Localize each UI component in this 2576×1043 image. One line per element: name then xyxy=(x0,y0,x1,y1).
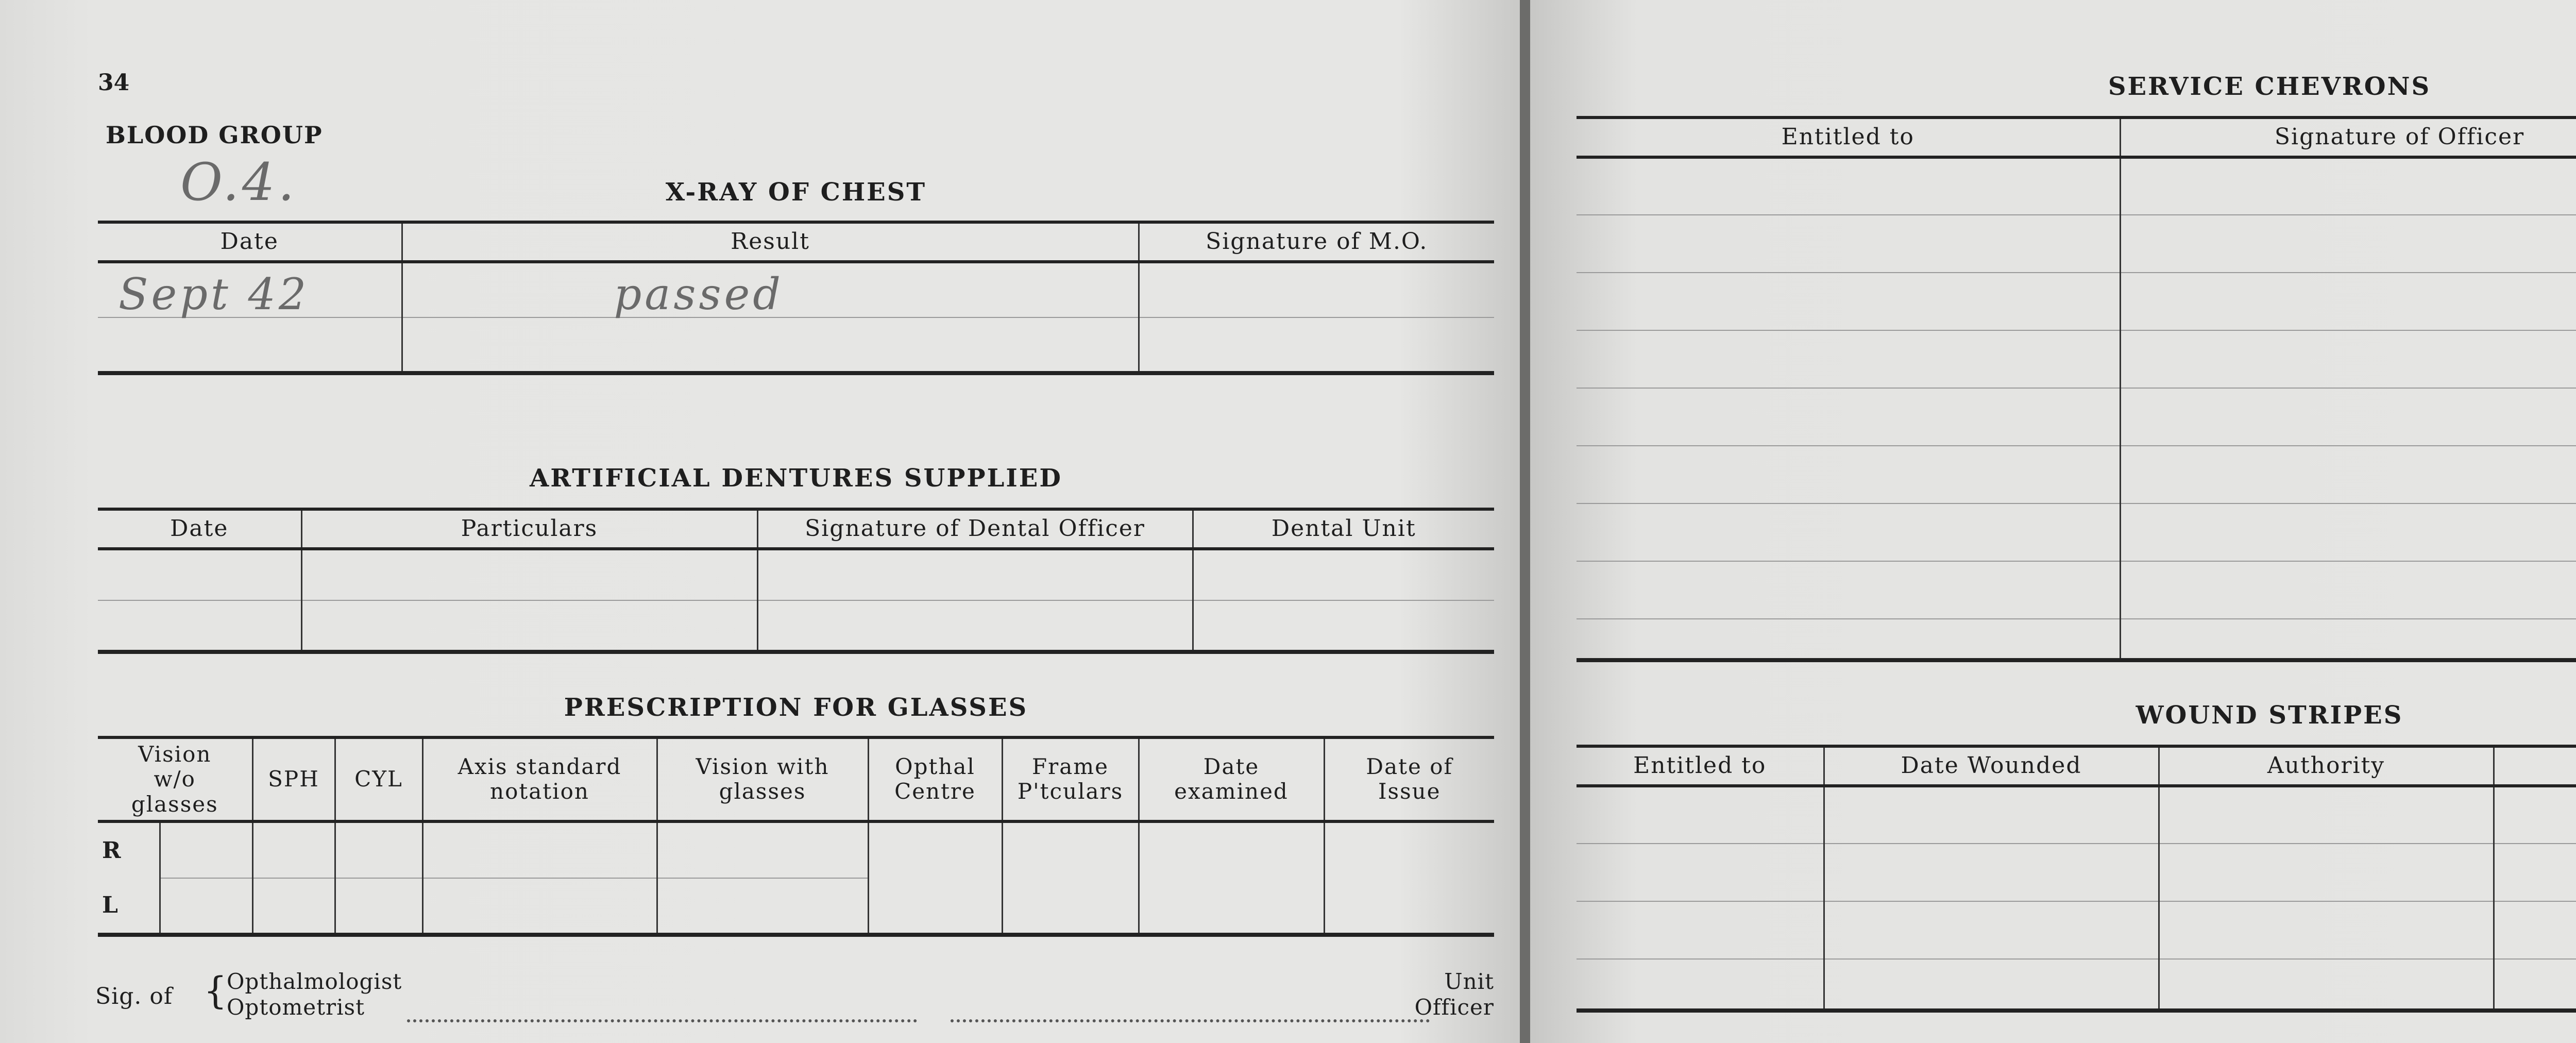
chevrons-cell[interactable] xyxy=(2120,619,2576,660)
chevrons-cell[interactable] xyxy=(1577,503,2120,561)
dentures-cell[interactable] xyxy=(301,600,757,652)
xray-signature-cell[interactable] xyxy=(1139,317,1494,373)
glasses-cell[interactable] xyxy=(868,821,1002,878)
wounds-date-header: Date Wounded xyxy=(1824,746,2159,786)
wounds-cell[interactable] xyxy=(1577,786,1824,844)
chevrons-cell[interactable] xyxy=(1577,273,2120,330)
xray-result-cell[interactable] xyxy=(402,262,1139,317)
xray-signature-header: Signature of M.O. xyxy=(1139,222,1494,262)
table-row xyxy=(1577,959,2576,1011)
wounds-cell[interactable] xyxy=(1577,901,1824,959)
book-gutter xyxy=(1520,0,1530,1043)
glasses-cell[interactable] xyxy=(1324,878,1494,935)
glasses-vision-with-header: Vision with glasses xyxy=(657,737,868,821)
chevrons-cell[interactable] xyxy=(1577,215,2120,273)
page-number: 34 xyxy=(98,70,130,96)
dentures-title: ARTIFICIAL DENTURES SUPPLIED xyxy=(530,464,1062,493)
wounds-table xyxy=(1577,745,2576,1013)
chevrons-signature-header: Signature of Officer xyxy=(2120,117,2576,157)
chevrons-header-row xyxy=(1577,117,2576,157)
row-label-left: L xyxy=(102,892,118,919)
table-row xyxy=(98,317,1494,373)
table-row xyxy=(1577,619,2576,660)
xray-result-header: Result xyxy=(402,222,1139,262)
dentures-cell[interactable] xyxy=(1193,600,1494,652)
table-row xyxy=(1577,503,2576,561)
xray-header-row xyxy=(98,222,1494,262)
xray-result-entry: passed xyxy=(614,268,784,319)
chevrons-cell[interactable] xyxy=(2120,273,2576,330)
wounds-cell[interactable] xyxy=(2494,844,2576,901)
dentures-cell[interactable] xyxy=(98,549,301,600)
wounds-cell[interactable] xyxy=(1824,786,2159,844)
wounds-authority-header: Authority xyxy=(2159,746,2494,786)
table-row xyxy=(1577,446,2576,503)
table-row xyxy=(1577,388,2576,446)
table-row xyxy=(98,549,1494,600)
blood-group-label: BLOOD GROUP xyxy=(106,121,323,149)
glasses-cell[interactable] xyxy=(1002,878,1139,935)
right-page xyxy=(1530,0,2576,1043)
chevrons-cell[interactable] xyxy=(2120,157,2576,215)
glasses-cell[interactable] xyxy=(868,878,1002,935)
dentures-date-header: Date xyxy=(98,509,301,549)
glasses-axis-header: Axis standard notation xyxy=(422,737,657,821)
glasses-header-row xyxy=(98,737,1494,821)
dentures-cell[interactable] xyxy=(1193,549,1494,600)
glasses-date-issue-header: Date of Issue xyxy=(1324,737,1494,821)
chevrons-cell[interactable] xyxy=(2120,503,2576,561)
opthalmologist-label: Opthalmologist xyxy=(227,969,402,994)
table-row xyxy=(1577,901,2576,959)
chevrons-cell[interactable] xyxy=(2120,330,2576,388)
glasses-title: PRESCRIPTION FOR GLASSES xyxy=(564,693,1028,722)
glasses-cell[interactable] xyxy=(252,878,335,935)
chevrons-cell[interactable] xyxy=(1577,157,2120,215)
glasses-frame-header: Frame P'tculars xyxy=(1002,737,1139,821)
wounds-signature-header xyxy=(2494,746,2576,786)
glasses-cell[interactable] xyxy=(335,878,422,935)
wounds-cell[interactable] xyxy=(2159,901,2494,959)
dentures-particulars-header: Particulars xyxy=(301,509,757,549)
officer-label: Officer xyxy=(1414,995,1494,1020)
glasses-cell[interactable] xyxy=(1139,821,1324,878)
glasses-cell[interactable] xyxy=(1002,821,1139,878)
xray-table xyxy=(98,221,1494,375)
unit-officer-line[interactable] xyxy=(951,1002,1430,1028)
table-row xyxy=(98,262,1494,317)
glasses-opthal-centre-header: Opthal Centre xyxy=(868,737,1002,821)
wounds-cell[interactable] xyxy=(2159,959,2494,1011)
table-row xyxy=(1577,786,2576,844)
table-row xyxy=(1577,157,2576,215)
wounds-cell[interactable] xyxy=(2159,844,2494,901)
xray-date-header: Date xyxy=(98,222,402,262)
dentures-cell[interactable] xyxy=(301,549,757,600)
table-row xyxy=(98,600,1494,652)
signature-prefix: Sig. of xyxy=(95,983,173,1010)
xray-result-cell[interactable] xyxy=(402,317,1139,373)
wounds-cell[interactable] xyxy=(1577,844,1824,901)
dentures-cell[interactable] xyxy=(757,549,1193,600)
chevrons-cell[interactable] xyxy=(1577,619,2120,660)
glasses-cell[interactable] xyxy=(657,821,868,878)
xray-date-cell[interactable] xyxy=(98,262,402,317)
glasses-cell[interactable] xyxy=(1324,821,1494,878)
chevrons-cell[interactable] xyxy=(1577,446,2120,503)
wounds-entitled-header: Entitled to xyxy=(1577,746,1824,786)
brace: { xyxy=(204,969,228,1012)
glasses-cell[interactable] xyxy=(160,821,252,878)
glasses-cyl-header: CYL xyxy=(335,737,422,821)
chevrons-cell[interactable] xyxy=(2120,446,2576,503)
dentures-unit-header: Dental Unit xyxy=(1193,509,1494,549)
dentures-cell[interactable] xyxy=(757,600,1193,652)
chevrons-cell[interactable] xyxy=(1577,388,2120,446)
chevrons-cell[interactable] xyxy=(1577,330,2120,388)
glasses-sph-header: SPH xyxy=(252,737,335,821)
dentures-header-row xyxy=(98,509,1494,549)
xray-signature-cell[interactable] xyxy=(1139,262,1494,317)
table-row xyxy=(1577,330,2576,388)
wounds-cell[interactable] xyxy=(1577,959,1824,1011)
chevrons-entitled-header: Entitled to xyxy=(1577,117,2120,157)
wounds-cell[interactable] xyxy=(1824,901,2159,959)
table-row xyxy=(1577,273,2576,330)
dentures-table xyxy=(98,508,1494,654)
wounds-title: WOUND STRIPES xyxy=(2136,701,2403,730)
glasses-vision-without-header: Vision w/o glasses xyxy=(98,737,252,821)
row-label-right: R xyxy=(102,837,121,864)
wounds-cell[interactable] xyxy=(1824,844,2159,901)
chevrons-title: SERVICE CHEVRONS xyxy=(2108,72,2431,101)
table-row xyxy=(1577,844,2576,901)
signature-line[interactable] xyxy=(407,1002,917,1028)
glasses-table xyxy=(98,736,1494,937)
table-row xyxy=(1577,561,2576,619)
optometrist-label: Optometrist xyxy=(227,995,365,1020)
glasses-cell[interactable] xyxy=(160,878,252,935)
table-row xyxy=(1577,215,2576,273)
chevrons-cell[interactable] xyxy=(2120,388,2576,446)
chevrons-cell[interactable] xyxy=(2120,215,2576,273)
chevrons-table xyxy=(1577,116,2576,662)
dentures-cell[interactable] xyxy=(98,600,301,652)
table-row xyxy=(98,821,1494,878)
wounds-cell[interactable] xyxy=(2159,786,2494,844)
chevrons-cell[interactable] xyxy=(2120,561,2576,619)
glasses-cell[interactable] xyxy=(1139,878,1324,935)
xray-title: X-RAY OF CHEST xyxy=(665,178,927,207)
blood-group-value: O.4. xyxy=(180,152,298,212)
glasses-cell[interactable] xyxy=(422,878,657,935)
glasses-cell[interactable] xyxy=(422,821,657,878)
wounds-header-row xyxy=(1577,746,2576,786)
glasses-date-examined-header: Date examined xyxy=(1139,737,1324,821)
unit-label: Unit xyxy=(1444,969,1494,994)
glasses-cell[interactable] xyxy=(252,821,335,878)
wounds-cell[interactable] xyxy=(2494,786,2576,844)
glasses-cell[interactable] xyxy=(657,878,868,935)
chevrons-cell[interactable] xyxy=(1577,561,2120,619)
glasses-cell[interactable] xyxy=(335,821,422,878)
table-row xyxy=(98,878,1494,935)
wounds-cell[interactable] xyxy=(2494,901,2576,959)
wounds-cell[interactable] xyxy=(2494,959,2576,1011)
xray-date-cell[interactable] xyxy=(98,317,402,373)
dentures-signature-header: Signature of Dental Officer xyxy=(757,509,1193,549)
wounds-cell[interactable] xyxy=(1824,959,2159,1011)
xray-date-entry: Sept 42 xyxy=(118,268,310,319)
